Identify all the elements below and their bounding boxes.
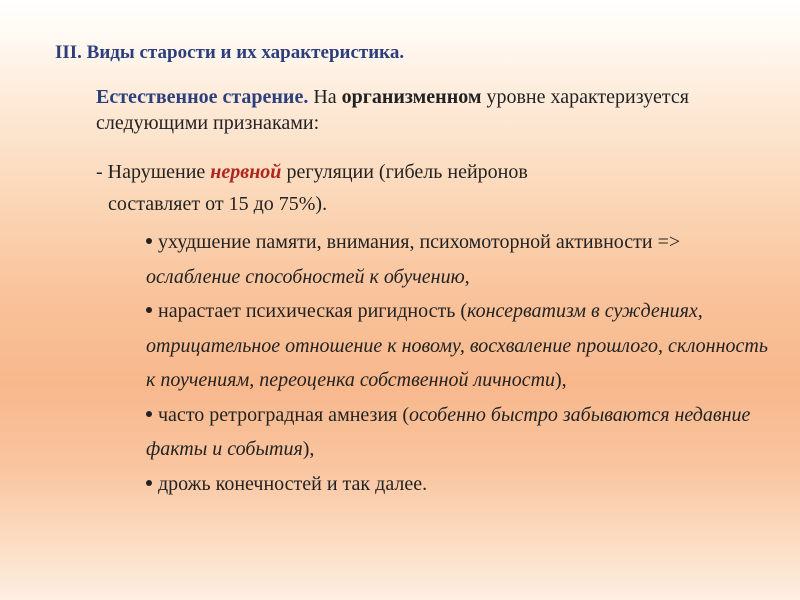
subpoint-rest: регуляции (гибель нейронов	[281, 161, 528, 183]
intro-text-2: уровне характеризуется следующими признаками:	[96, 86, 689, 134]
subpoint-line2: составляет от 15 до 75%).	[108, 193, 328, 215]
intro-lead: Естественное старение.	[96, 86, 309, 108]
bullet-dot-icon	[146, 411, 152, 417]
bullet-tail: ),	[555, 369, 567, 391]
bullet-dot-icon	[146, 480, 152, 486]
bullet-text: ухудшение памяти, внимания, психомоторной активности =>	[158, 231, 681, 253]
intro-text-1: На	[308, 86, 342, 108]
bullet-tail: ),	[302, 438, 315, 460]
symptom-list	[146, 225, 776, 501]
bullet-italic: особенно быстро забываются недавние факты и события	[146, 403, 751, 460]
list-item	[146, 467, 776, 502]
bullet-italic: консерватизм в суждениях, отрицательное отношение к новому, восхваление прошлого, склонность к поучениям, переоценка собственной личности	[146, 300, 768, 391]
bullet-text: часто ретроградная амнезия (	[158, 403, 410, 426]
slide-title: III. Виды старости и их характеристика.	[55, 42, 405, 63]
list-item	[146, 398, 776, 467]
bullet-text: дрожь конечностей и так далее.	[158, 472, 428, 495]
subpoint-highlight: нервной	[210, 161, 282, 183]
intro-bold-term: организменном	[341, 86, 482, 108]
bullet-tail: ,	[464, 265, 470, 288]
subpoint-neural-regulation	[96, 156, 736, 220]
bullet-text: нарастает психическая ригидность (	[158, 300, 467, 322]
subpoint-prefix: - Нарушение	[96, 161, 211, 183]
list-item	[146, 225, 776, 294]
intro-paragraph	[96, 84, 736, 136]
bullet-italic: ослабление способностей к обучению	[146, 265, 465, 288]
bullet-dot-icon	[146, 307, 152, 313]
bullet-dot-icon	[146, 238, 152, 244]
list-item	[146, 294, 776, 398]
